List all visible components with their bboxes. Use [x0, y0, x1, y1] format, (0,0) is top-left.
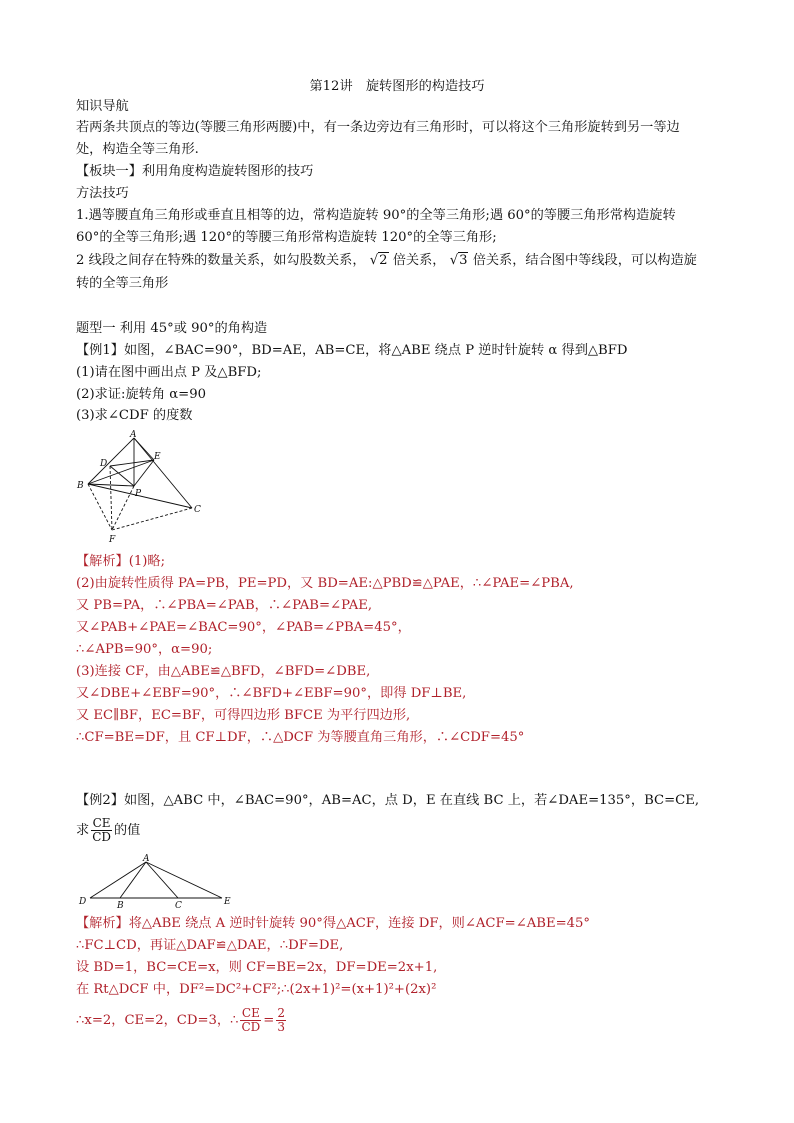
example-1-figure [74, 430, 214, 548]
solution-2-line-4: 在 Rt△DCF 中，DF²=DC²+CF²;∴(2x+1)²=(x+1)²+(2x)² [76, 982, 437, 997]
solution-1-line-4: 又∠PAB+∠PAE=∠BAC=90°，∠PAB=∠PBA=45°， [76, 620, 411, 635]
solution-2-fraction-denominator: CD [241, 1020, 261, 1034]
solution-1-line-6: (3)连接 CF，由△ABE≌△BFD，∠BFD=∠DBE, [76, 664, 371, 679]
dashed-segment-BF [88, 484, 112, 530]
solution-2-label: 【解析】 [76, 916, 129, 931]
example-2-fraction [91, 817, 112, 844]
segment-DE [110, 460, 154, 466]
example-1-q3: (3)求∠CDF 的度数 [76, 408, 193, 423]
example-1-q1: (1)请在图中画出点 P 及△BFD; [76, 365, 262, 380]
segment-AE [134, 438, 154, 460]
module-heading: 【板块一】利用角度构造旋转图形的技巧 [76, 164, 314, 179]
sqrt-2-symbol: √2 [369, 253, 388, 268]
segment-AB [120, 862, 146, 898]
example-2-text: 如图，△ABC 中，∠BAC=90°，AB=AC，点 D，E 在直线 BC 上，若∠DAE=135°，BC=CE, [123, 793, 700, 808]
solution-2-equals: = [263, 1013, 275, 1028]
fig1-label-E: E [154, 452, 161, 462]
method-2-line-a [76, 252, 726, 270]
example-2-ask-post: 的值 [114, 823, 141, 838]
example-2-fraction-denominator: CD [92, 830, 111, 844]
solution-2-value-denominator: 3 [277, 1020, 285, 1034]
example-1-label: 【例1】 [76, 343, 124, 358]
solution-1-line-7: 又∠DBE+∠EBF=90°，∴∠BFD+∠EBF=90°，即得 DF⊥BE, [76, 686, 467, 701]
fig1-label-A: A [130, 430, 137, 440]
solution-2-line-5 [76, 1003, 726, 1039]
method-heading: 方法技巧 [76, 186, 129, 201]
solution-1-line-3: 又 PB=PA，∴∠PBA=∠PAB，∴∠PAB=∠PAE, [76, 598, 373, 613]
fig2-label-D: D [79, 897, 87, 907]
method-2-mid: 倍关系， [392, 253, 446, 268]
intro-line-2: 处，构造全等三角形. [76, 142, 199, 157]
solution-1-text-0: (1)略; [128, 554, 166, 569]
segment-AD [90, 862, 146, 898]
fig2-label-A: A [143, 854, 150, 864]
solution-2-line-3: 设 BD=1，BC=CE=x，则 CF=BE=2x，DF=DE=2x+1, [76, 960, 438, 975]
example-1-q2: (2)求证:旋转角 α=90 [76, 387, 206, 402]
dashed-segment-FC [112, 508, 192, 530]
example-2-figure [74, 852, 244, 908]
example-2-fraction-numerator: CE [92, 816, 111, 830]
segment-BA [88, 438, 134, 484]
fig2-label-B: B [117, 901, 124, 908]
segment-AC [146, 862, 178, 898]
dashed-segment-PF [112, 486, 134, 530]
solution-1-label: 【解析】 [76, 554, 129, 569]
example-2-ask [76, 814, 726, 848]
solution-2-text-1: 将△ABE 绕点 A 逆时针旋转 90°得△ACF，连接 DF，则∠ACF=∠ABE=45° [128, 916, 591, 931]
segment-AC [134, 438, 192, 508]
segment-AE [146, 862, 222, 898]
fig1-label-C: C [194, 505, 201, 515]
fig1-label-B: B [77, 481, 84, 491]
type1-heading: 题型一 利用 45°或 90°的角构造 [76, 321, 268, 336]
method-1-line-b: 60°的全等三角形;遇 120°的等腰三角形常构造旋转 120°的全等三角形; [76, 230, 497, 245]
page-title: 第12讲 旋转图形的构造技巧 [309, 79, 485, 94]
example-1-text: 如图，∠BAC=90°，BD=AE，AB=CE，将△ABE 绕点 P 逆时针旋转 α 得到△BFD [123, 343, 628, 358]
solution-1-line-8: 又 EC∥BF，EC=BF，可得四边形 BFCE 为平行四边形, [76, 708, 411, 723]
sqrt-3-symbol: √3 [449, 253, 468, 268]
solution-2-fraction-numerator: CE [241, 1006, 260, 1020]
method-2-pre: 2 线段之间存在特殊的数量关系，如勾股数关系， [76, 253, 366, 268]
example-2-label: 【例2】 [76, 793, 124, 808]
fig1-label-P: P [135, 489, 142, 499]
solution-2-line-1 [76, 915, 726, 933]
fig2-label-E: E [224, 897, 231, 907]
fig2-label-C: C [175, 901, 182, 908]
example-2-ask-pre: 求 [76, 823, 90, 838]
solution-1-line-5: ∴∠APB=90°，α=90; [76, 642, 213, 657]
solution-2-fraction [240, 1007, 261, 1034]
example-2-statement [76, 792, 726, 810]
method-1-line-a: 1.遇等腰直角三角形或垂直且相等的边，常构造旋转 90°的全等三角形;遇 60°的等腰三角形常构造旋转 [76, 208, 676, 223]
method-2-line-b: 转的全等三角形 [76, 276, 169, 291]
nav-heading: 知识导航 [76, 99, 129, 114]
solution-2-line-2: ∴FC⊥CD，再证△DAF≌△DAE，∴DF=DE, [76, 938, 344, 953]
fig1-label-F: F [109, 535, 116, 545]
example-1-statement [76, 342, 726, 360]
solution-1-line-2: (2)由旋转性质得 PA=PB，PE=PD，又 BD=AE:△PBD≌△PAE，∴∠PAE=∠PBA, [76, 576, 574, 591]
solution-2-value-numerator: 2 [277, 1006, 285, 1020]
solution-1-line-9: ∴CF=BE=DF，且 CF⊥DF，∴△DCF 为等腰直角三角形，∴∠CDF=45° [76, 730, 525, 745]
method-2-post: 倍关系，结合图中等线段，可以构造旋 [472, 253, 697, 268]
solution-1-line-1 [76, 553, 726, 571]
fig1-label-D: D [100, 459, 108, 469]
segment-BE [88, 460, 154, 484]
solution-2-line-5-pre: ∴x=2，CE=2，CD=3，∴ [76, 1013, 239, 1028]
solution-2-value [276, 1007, 286, 1034]
intro-line-1: 若两条共顶点的等边(等腰三角形两腰)中，有一条边旁边有三角形时，可以将这个三角形旋转到另一等边 [76, 120, 680, 135]
